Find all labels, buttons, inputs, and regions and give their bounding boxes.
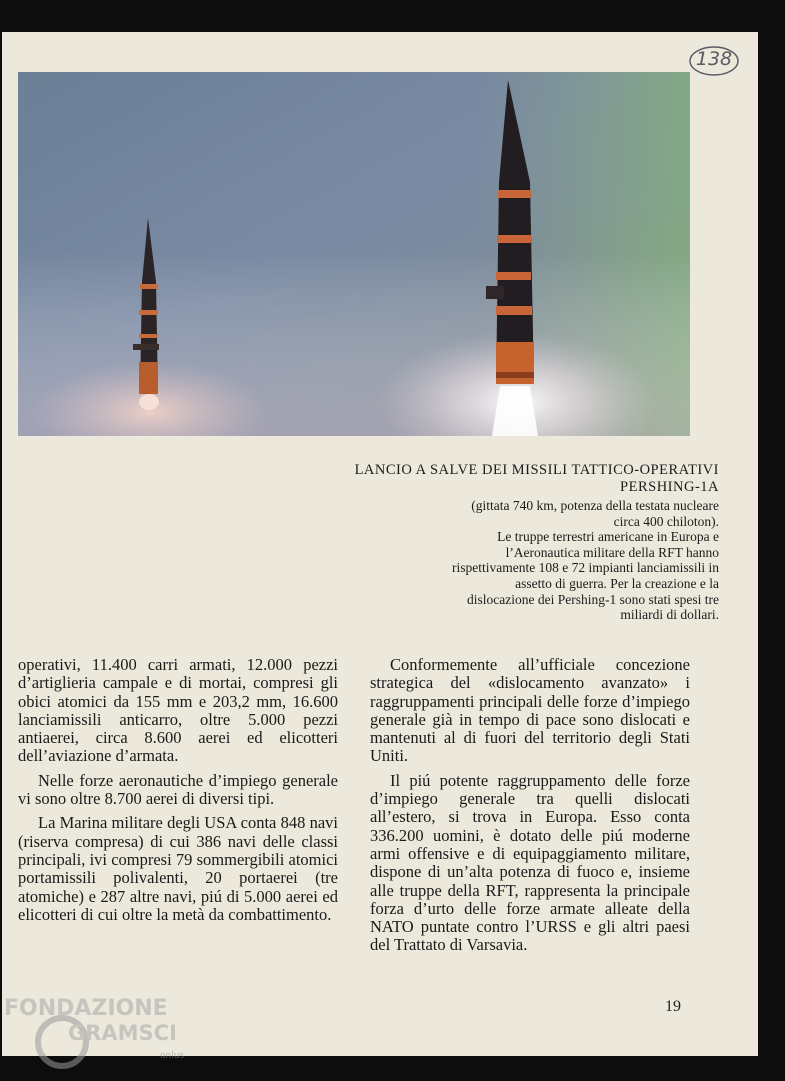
paragraph: operativi, 11.400 carri armati, 12.000 pezzi d’artiglieria campale e di mortai, compresi gli obici atomici da 155 mm e 203,2 mm, 16.600 lanciamissili anticarro, oltre 5.000 pezzi antiaerei, circa 8.600 aerei ed elicotteri dell’aviazione d’armata. — [18, 655, 338, 766]
paragraph: La Marina militare degli USA conta 848 navi (riserva compresa) di cui 386 navi delle classi principali, ivi compresi 79 sommergibili atomici portamissili polivalenti, 20 portaerei (tre atomiche) e 287 altre navi, piú di 5.000 aerei ed elicotteri di cui oltre la metà da combattimento. — [18, 813, 338, 924]
watermark-line2: GRAMSCI — [68, 1021, 177, 1045]
missile-launch-photo — [18, 72, 690, 436]
photo-caption — [279, 462, 719, 623]
caption-line: rispettivamente 108 e 72 impianti lanciamissili in — [452, 560, 719, 576]
caption-title-line: PERSHING-1A — [620, 479, 719, 495]
watermark-line1: FONDAZIONE — [4, 996, 168, 1021]
paragraph: Il piú potente raggruppamento delle forze d’impiego generale tra quelli dislocati all’estero, si trova in Europa. Esso conta 336.200 uomini, è dotato delle piú moderne armi offensive e di equipaggiamento militare, dispone di un’alta potenza di fuoco e, insieme alle truppe della RFT, rappresenta la principale forza d’urto delle forze armate alleate della NATO puntate contro l’URSS e gli altri paesi del Trattato di Varsavia. — [370, 770, 690, 955]
fondazione-gramsci-watermark — [4, 996, 204, 1076]
missile-photo-graphic — [18, 72, 690, 436]
caption-title-line: LANCIO A SALVE DEI MISSILI TATTICO-OPERATIVI — [354, 462, 719, 478]
caption-line: dislocazione dei Pershing-1 sono stati spesi tre — [467, 591, 719, 607]
paragraph: Conformemente all’ufficiale concezione strategica del «dislocamento avanzato» i raggruppamenti principali delle forze d’impiego generale già in tempo di pace sono dislocati e mantenuti al di fuori del territorio degli Stati Uniti. — [370, 655, 690, 766]
caption-line: Le truppe terrestri americane in Europa e — [497, 529, 719, 545]
caption-title — [279, 462, 719, 496]
caption-line: assetto di guerra. Per la creazione e la — [515, 575, 719, 591]
right-text-column — [370, 656, 690, 961]
page-reference-number: 138 — [695, 48, 733, 70]
caption-body — [279, 498, 719, 623]
paragraph: Nelle forze aeronautiche d’impiego generale vi sono oltre 8.700 aerei di diversi tipi. — [18, 770, 338, 809]
handwritten-page-reference — [688, 44, 740, 78]
page-number: 19 — [665, 998, 681, 1015]
watermark-logo-icon — [4, 996, 204, 1076]
left-text-column — [18, 656, 338, 930]
caption-line: l’Aeronautica militare della RFT hanno — [505, 544, 719, 560]
watermark-line3: onlus — [160, 1051, 185, 1061]
caption-line: circa 400 chiloton). — [613, 513, 719, 529]
caption-line: (gittata 740 km, potenza della testata nucleare — [471, 498, 719, 513]
caption-line: miliardi di dollari. — [620, 607, 719, 623]
